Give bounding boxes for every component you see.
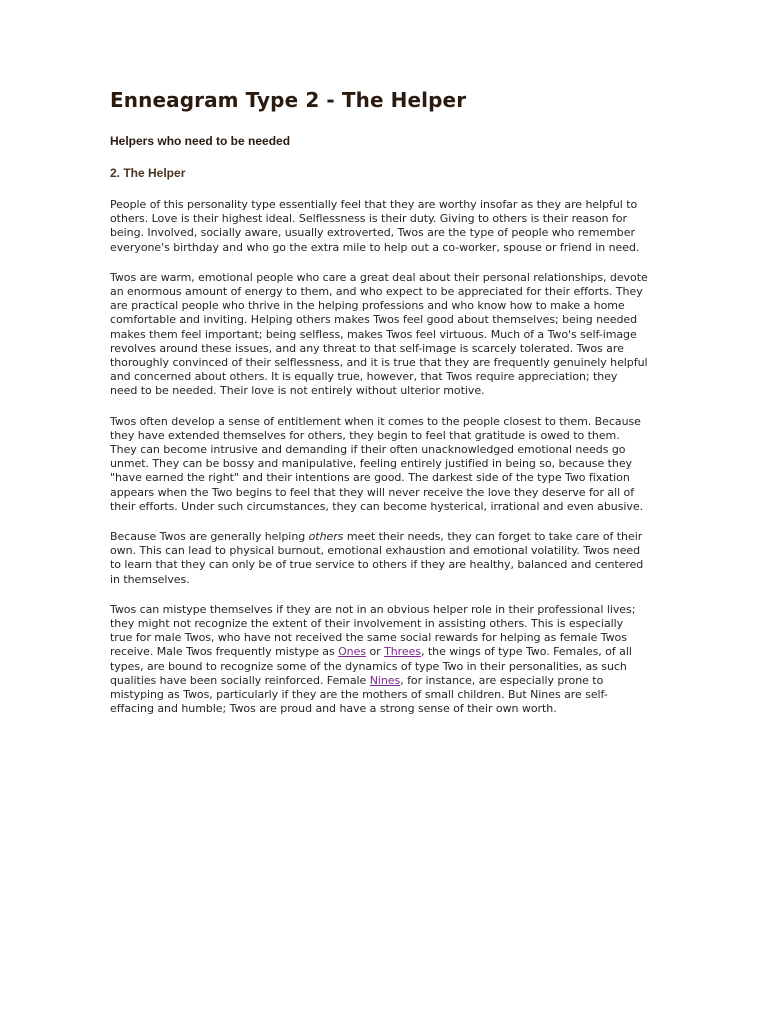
paragraph-4 [110,530,648,587]
article [110,88,648,733]
threes-link[interactable]: Threes [384,645,422,659]
page-title: Enneagram Type 2 - The Helper [110,88,467,112]
paragraph-5-text: Twos can mistype themselves if they are not in an obvious helper role in their professional lives; they might not recognize the extent of their involvement in assisting others. This is especially true for male Twos, who have not received the same social rewards for helping as female Twos receive. Male Twos frequently mistype as [110,602,636,659]
section-heading: 2. The Helper [110,166,186,180]
page-subtitle: Helpers who need to be needed [110,134,291,148]
paragraph-2: Twos are warm, emotional people who care a great deal about their personal relationships, devote an enormous amount of energy to them, and who expect to be appreciated for their efforts. They are practical people who thrive in the helping professions and who know how to make a home comfortable and inviting. Helping others makes Twos feel good about themselves; being needed makes them feel important; being selfless, makes Twos feel virtuous. Much of a Two's self-image revolves around these issues, and any threat to that self-image is scarcely tolerated. Twos are thoroughly convinced of their selflessness, and it is true that they are frequently genuinely helpful and concerned about others. It is equally true, however, that Twos require appreciation; they need to be needed. Their love is not entirely without ulterior motive. [110,270,648,398]
nines-link[interactable]: Nines [369,673,401,687]
paragraph-5 [110,603,648,717]
paragraph-4-text-end: meet their needs, they can forget to take care of their own. This can lead to physical burnout, emotional exhaustion and emotional volatility. Twos need to learn that they can only be of true service to others if they are healthy, balanced and centered in themselves. [110,530,644,586]
paragraph-1: People of this personality type essentially feel that they are worthy insofar as they are helpful to others. Love is their highest ideal. Selflessness is their duty. Giving to others is their reason for being. Involved, socially aware, usually extroverted, Twos are the type of people who remember everyone's birthday and who go the extra mile to help out a co-worker, spouse or friend in need. [110,198,640,254]
paragraph-3: Twos often develop a sense of entitlement when it comes to the people closest to them. Because they have extended themselves for others, they begin to feel that gratitude is owed to them. They can become intrusive and demanding if their often unacknowledged emotional needs go unmet. They can be bossy and manipulative, feeling entirely justified in being so, because they "have earned the right" and their intentions are good. The darkest side of the type Two fixation appears when the Two begins to feel that they will never receive the love they deserve for all of their efforts. Under such circumstances, they can become hysterical, irrational and even abusive. [110,414,644,513]
paragraph-5-text-end: , for instance, are especially prone to mistyping as Twos, particularly if they are the mothers of small children. But Nines are self-effacing and humble; Twos are proud and have a strong sense of their own worth. [110,673,608,716]
paragraph-5-text-middle: , the wings of type Two. Females, of all types, are bound to recognize some of the dynamics of type Two in their personalities, as such qualities have been socially reinforced. Female [110,645,632,687]
ones-link[interactable]: Ones [338,645,367,659]
paragraph-4-text: Because Twos are generally helping [110,530,309,544]
paragraph-5-connector: or [366,645,385,659]
paragraph-4-emphasis: others [308,530,344,544]
